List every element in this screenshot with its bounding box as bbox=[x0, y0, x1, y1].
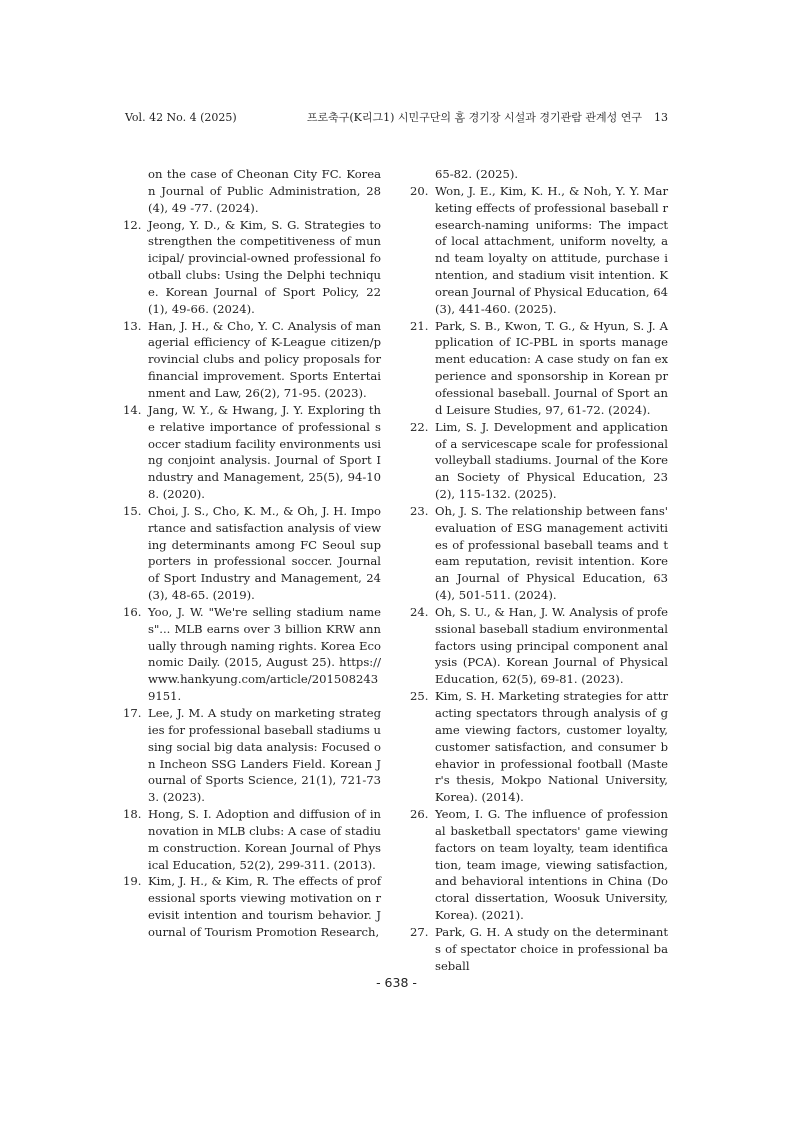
reference-item bbox=[123, 503, 381, 604]
running-title: 프로축구(K리그1) 시민구단의 홈 경기장 시설과 경기관람 관계성 연구 bbox=[306, 111, 642, 124]
reference-item bbox=[123, 166, 381, 217]
reference-item bbox=[123, 402, 381, 503]
reference-column-right bbox=[410, 166, 668, 975]
reference-text: Yeom, I. G. The influence of professional basketball spectators' game viewing factors on team loyalty, team identification, team image, viewing satisfaction, and behavioral intentions in China (Doctoral dissertation, Woosuk University, Korea). (2021). bbox=[435, 807, 668, 923]
reference-item bbox=[410, 688, 668, 806]
reference-number: 16. bbox=[123, 604, 142, 619]
running-title-group bbox=[307, 110, 668, 126]
reference-number: 19. bbox=[123, 874, 142, 889]
reference-text: Jang, W. Y., & Hwang, J. Y. Exploring the relative importance of professional soccer stadium facility environments using conjoint analysis. Journal of Sport Industry and Management, 25(5), 94-108. (2020). bbox=[148, 402, 381, 502]
reference-number: 17. bbox=[123, 706, 142, 720]
running-header bbox=[125, 110, 668, 126]
reference-number: 15. bbox=[123, 503, 142, 518]
reference-text: Lee, J. M. A study on marketing strategies for professional baseball stadiums using social big data analysis: Focused on Incheon SSG Landers Field. Korean Journal of Sports Science, 21(1), 721-733. (2023). bbox=[148, 706, 381, 805]
reference-text: on the case of Cheonan City FC. Korean Journal of Public Administration, 28(4), 49 -77. (2024). bbox=[148, 167, 381, 215]
reference-item bbox=[123, 318, 381, 402]
reference-number: 27. bbox=[410, 924, 429, 939]
reference-item bbox=[410, 924, 668, 975]
reference-number: 12. bbox=[123, 217, 142, 232]
reference-text: Kim, S. H. Marketing strategies for attracting spectators through analysis of game viewing factors, customer loyalty, customer satisfaction, and consumer behavior in professional football (Master's thesis, Mokpo National University, Korea). (2014). bbox=[435, 689, 668, 805]
reference-item bbox=[123, 873, 381, 940]
reference-item bbox=[123, 705, 381, 806]
reference-number: 26. bbox=[410, 807, 429, 822]
reference-text: Choi, J. S., Cho, K. M., & Oh, J. H. Importance and satisfaction analysis of viewing determinants among FC Seoul supporters in professional soccer. Journal of Sport Industry and Management, 24(3), 48-65. (2019). bbox=[148, 503, 381, 603]
reference-item bbox=[410, 419, 668, 503]
reference-text: Oh, S. U., & Han, J. W. Analysis of professional baseball stadium environmental factors using principal component analysis (PCA). Korean Journal of Physical Education, 62(5), 69-81. (2023). bbox=[435, 604, 668, 687]
volume-issue: Vol. 42 No. 4 (2025) bbox=[125, 111, 237, 124]
reference-text: Won, J. E., Kim, K. H., & Noh, Y. Y. Marketing effects of professional baseball research-naming uniforms: The impact of local attachment, uniform novelty, and team loyalty on attitude, purchase intention, and stadium visit intention. Korean Journal of Physical Education, 64(3), 441-460. (2025). bbox=[435, 183, 668, 316]
reference-item bbox=[410, 183, 668, 318]
reference-text: Park, G. H. A study on the determinants of spectator choice in professional baseball bbox=[435, 924, 668, 973]
reference-text: Han, J. H., & Cho, Y. C. Analysis of managerial efficiency of K-League citizen/provincial clubs and policy proposals for financial improvement. Sports Entertainment and Law, 26(2), 71-95. (2023). bbox=[148, 318, 381, 400]
reference-text: Hong, S. I. Adoption and diffusion of innovation in MLB clubs: A case of stadium construction. Korean Journal of Physical Education, 52(2), 299-311. (2013). bbox=[148, 807, 381, 872]
reference-text: Oh, J. S. The relationship between fans' evaluation of ESG management activities of professional baseball teams and team reputation, revisit intention. Korean Journal of Physical Education, 63(4), 501-511. (2024). bbox=[435, 503, 668, 603]
reference-item bbox=[123, 217, 381, 318]
reference-text: Jeong, Y. D., & Kim, S. G. Strategies to strengthen the competitiveness of municipal/ provincial-owned professional football clubs: Using the Delphi technique. Korean Journal of Sport Policy, 22(1), 49-66. (2024). bbox=[148, 217, 381, 316]
reference-text: Yoo, J. W. "We're selling stadium names"... MLB earns over 3 billion KRW annually through naming rights. Korea Economic Daily. (2015, August 25). https://www.hankyung.com/article/2015082439151. bbox=[148, 604, 381, 704]
reference-item bbox=[410, 318, 668, 419]
reference-item bbox=[410, 806, 668, 924]
reference-number: 23. bbox=[410, 503, 429, 518]
journal-page-number: 13 bbox=[654, 111, 668, 124]
reference-number: 14. bbox=[123, 402, 142, 417]
reference-number: 20. bbox=[410, 183, 429, 198]
page-footer bbox=[0, 974, 793, 992]
page-number: - 638 - bbox=[376, 975, 417, 990]
reference-text: Kim, J. H., & Kim, R. The effects of professional sports viewing motivation on revisit intention and tourism behavior. Journal of Tourism Promotion Research, bbox=[148, 874, 381, 939]
reference-item bbox=[410, 166, 668, 183]
reference-column-left bbox=[123, 166, 381, 941]
reference-item bbox=[123, 806, 381, 873]
reference-item bbox=[123, 604, 381, 705]
reference-text: Park, S. B., Kwon, T. G., & Hyun, S. J. Application of IC-PBL in sports management education: A case study on fan experience and sponsorship in Korean professional baseball. Journal of Sport and Leisure Studies, 97, 61-72. (2024). bbox=[435, 318, 668, 417]
reference-number: 13. bbox=[123, 318, 142, 333]
reference-text: 65-82. (2025). bbox=[435, 167, 519, 181]
reference-text: Lim, S. J. Development and application of a servicescape scale for professional volleyball stadiums. Journal of the Korean Society of Physical Education, 23(2), 115-132. (2025). bbox=[435, 419, 668, 502]
reference-number: 24. bbox=[410, 604, 429, 619]
reference-number: 25. bbox=[410, 689, 429, 704]
reference-item bbox=[410, 503, 668, 604]
reference-number: 18. bbox=[123, 807, 142, 822]
reference-number: 22. bbox=[410, 419, 429, 434]
reference-number: 21. bbox=[410, 318, 429, 333]
reference-item bbox=[410, 604, 668, 688]
